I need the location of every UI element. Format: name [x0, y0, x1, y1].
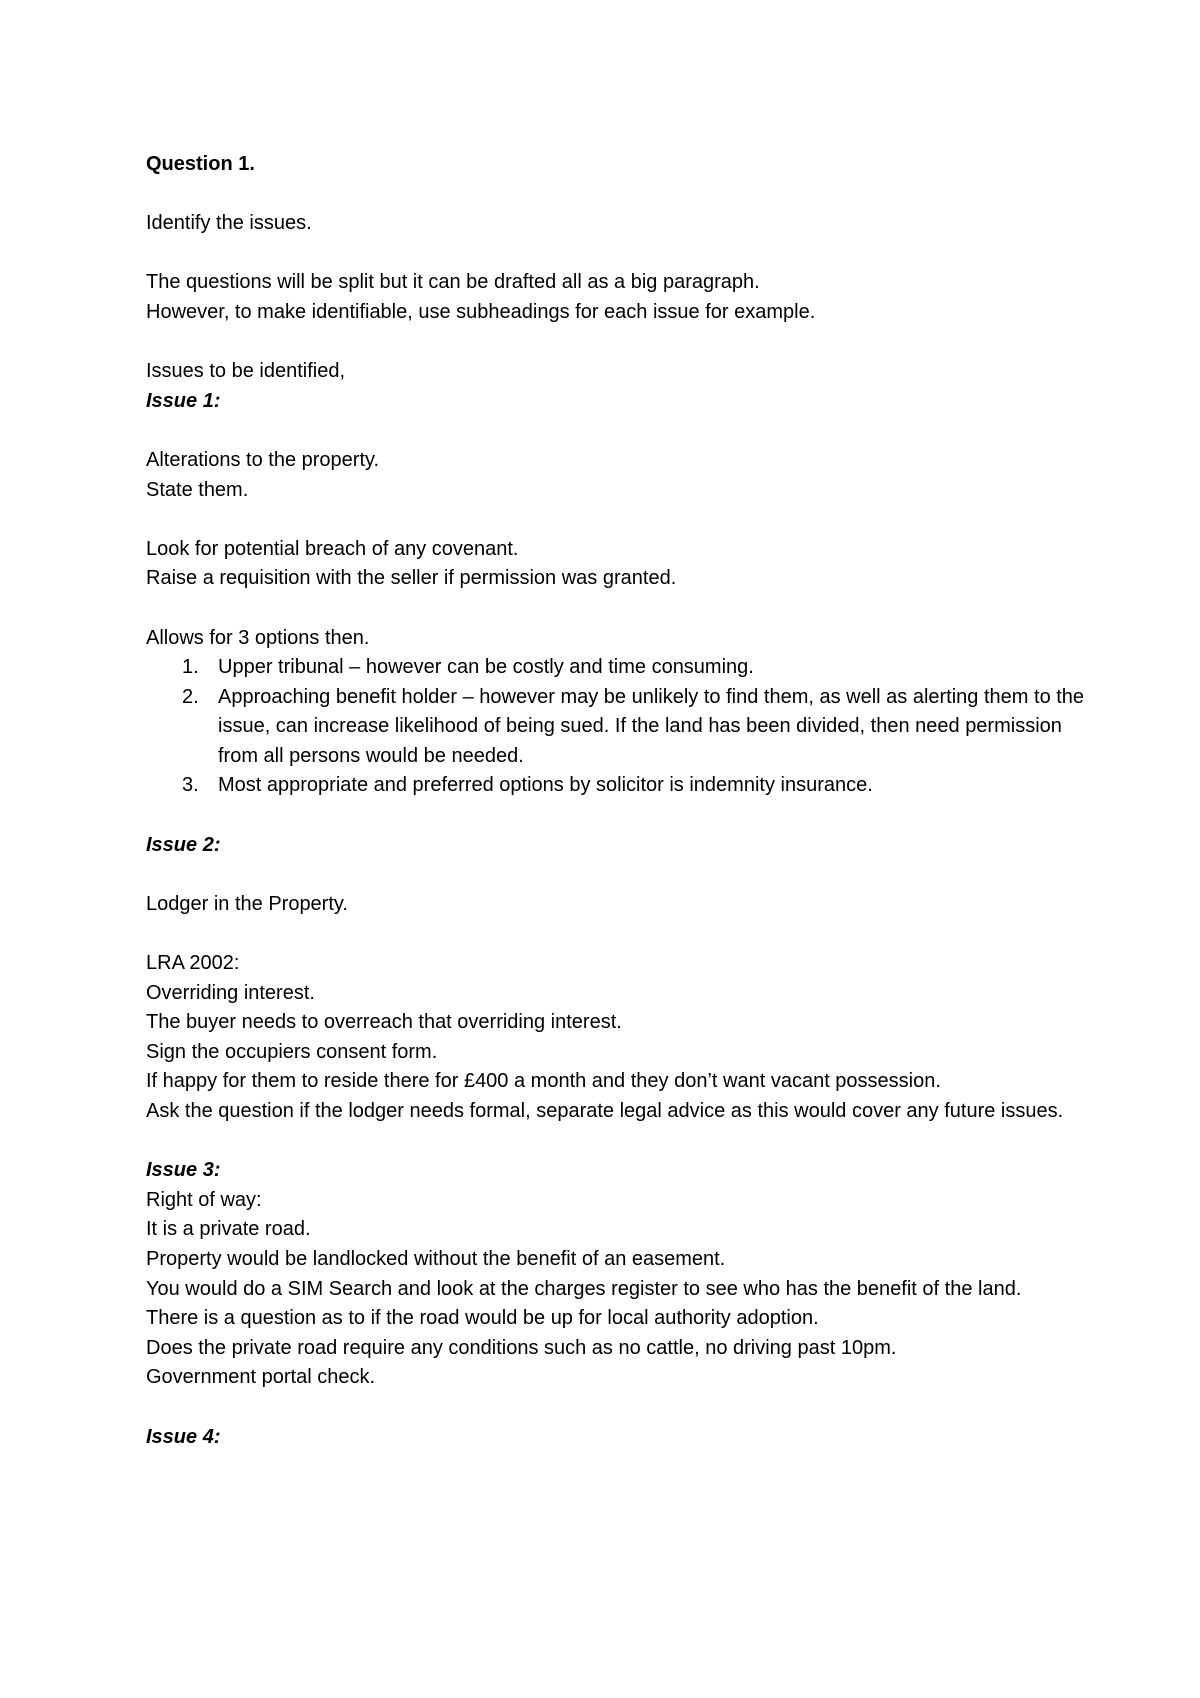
- list-item-text: Upper tribunal – however can be costly and time consuming.: [218, 656, 754, 679]
- spacer: [146, 594, 1086, 624]
- issue-1-line: Alterations to the property.: [146, 448, 380, 471]
- spacer: [146, 239, 1086, 269]
- guidance-line: However, to make identifiable, use subheadings for each issue for example.: [146, 300, 816, 323]
- issue-2-subject: Lodger in the Property.: [146, 892, 348, 915]
- issue-3-line: It is a private road.: [146, 1218, 311, 1241]
- spacer: [146, 416, 1086, 446]
- list-item: [182, 653, 1086, 683]
- question-title: Question 1.: [146, 153, 255, 175]
- issues-lead: Issues to be identified,: [146, 360, 346, 383]
- spacer: [146, 801, 1086, 831]
- issue-2-line: If happy for them to reside there for £400 a month and they don’t want vacant possession.: [146, 1070, 941, 1093]
- issue-3-line: There is a question as to if the road would be up for local authority adoption.: [146, 1307, 819, 1330]
- issue-3-line: Government portal check.: [146, 1366, 375, 1389]
- spacer: [146, 860, 1086, 890]
- issue-3-line: Property would be landlocked without the benefit of an easement.: [146, 1247, 726, 1270]
- intro-text: Identify the issues.: [146, 212, 312, 235]
- guidance-line: The questions will be split but it can be drafted all as a big paragraph.: [146, 271, 760, 294]
- spacer: [146, 1127, 1086, 1157]
- list-item-text: Most appropriate and preferred options by solicitor is indemnity insurance.: [218, 774, 873, 797]
- options-lead: Allows for 3 options then.: [146, 626, 370, 649]
- issue-3-line: Right of way:: [146, 1188, 262, 1211]
- issue-2-line: LRA 2002:: [146, 952, 240, 975]
- issue-1-line: Raise a requisition with the seller if permission was granted.: [146, 567, 677, 590]
- spacer: [146, 1393, 1086, 1423]
- spacer: [146, 919, 1086, 949]
- issue-3-heading: Issue 3:: [146, 1159, 221, 1182]
- list-number: 3.: [182, 774, 199, 797]
- list-item-text: Approaching benefit holder – however may be unlikely to find them, as well as alerting them to the issue, can increase likelihood of being sued. If the land has been divided, then need permission from all persons would be needed.: [218, 685, 1085, 767]
- list-number: 2.: [182, 685, 199, 708]
- spacer: [146, 180, 1086, 210]
- list-item: [182, 683, 1086, 772]
- issue-4-heading: Issue 4:: [146, 1425, 221, 1448]
- list-number: 1.: [182, 656, 199, 679]
- issue-2-line: Sign the occupiers consent form.: [146, 1040, 438, 1063]
- issue-3-line: You would do a SIM Search and look at the charges register to see who has the benefit of the land.: [146, 1277, 1022, 1300]
- issue-2-line: The buyer needs to overreach that overriding interest.: [146, 1011, 622, 1034]
- list-item: [182, 771, 1086, 801]
- issue-1-line: State them.: [146, 478, 249, 501]
- issue-3-line: Does the private road require any conditions such as no cattle, no driving past 10pm.: [146, 1336, 897, 1359]
- issue-1-heading: Issue 1:: [146, 389, 221, 412]
- document-page: [146, 150, 1086, 1452]
- spacer: [146, 505, 1086, 535]
- issue-1-line: Look for potential breach of any covenant.: [146, 537, 519, 560]
- issue-2-line: Ask the question if the lodger needs formal, separate legal advice as this would cover any future issues.: [146, 1100, 1064, 1122]
- issue-2-line: Overriding interest.: [146, 981, 315, 1004]
- issue-2-heading: Issue 2:: [146, 833, 221, 856]
- spacer: [146, 328, 1086, 358]
- options-list: [146, 653, 1086, 801]
